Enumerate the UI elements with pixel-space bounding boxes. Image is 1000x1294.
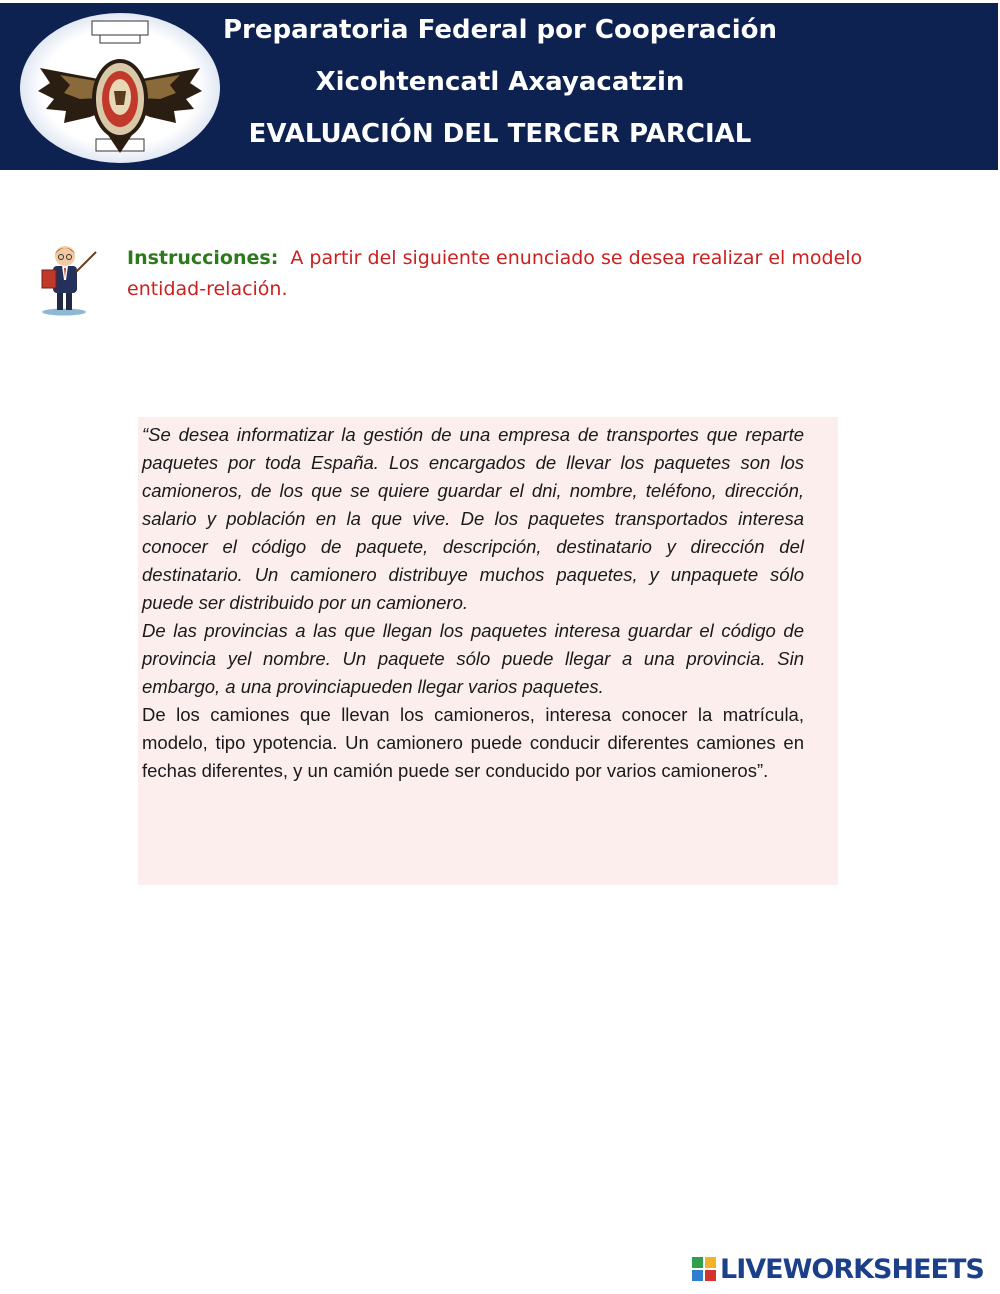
instructions-text: A partir del siguiente enunciado se desea realizar el modelo entidad-relación.: [127, 247, 863, 300]
passage-paragraph-3: De los camiones que llevan los camioneros, interesa conocer la matrícula, modelo, tipo ypotencia. Un camionero puede conducir diferentes camiones en fechas diferentes, y un camión puede ser conducido por varios camioneros”.: [142, 704, 804, 781]
passage-text: [142, 421, 804, 785]
page-header: [0, 3, 998, 170]
passage-paragraph-2: De las provincias a las que llegan los paquetes interesa guardar el código de provincia yel nombre. Un paquete sólo puede llegar a una provincia. Sin embargo, a una provinciapueden llegar varios paquetes.: [142, 620, 804, 697]
liveworksheets-logo-icon: [692, 1257, 716, 1281]
instructions-label: Instrucciones:: [127, 247, 279, 269]
teacher-icon: [38, 240, 100, 316]
case-passage: [138, 417, 838, 885]
school-name-line1: Preparatoria Federal por Cooperación: [222, 15, 778, 45]
instructions: [127, 243, 907, 305]
brand-text: LIVEWORKSHEETS: [720, 1253, 984, 1285]
school-name-line2: Xicohtencatl Axayacatzin: [315, 67, 685, 97]
exam-title: EVALUACIÓN DEL TERCER PARCIAL: [248, 119, 752, 149]
passage-paragraph-1: “Se desea informatizar la gestión de una empresa de transportes que reparte paquetes por toda España. Los encargados de llevar los paquetes son los camioneros, de los que se quiere guardar el dni, nombre, teléfono, dirección, salario y población en la que vive. De los paquetes transportados interesa conocer el código de paquete, descripción, destinatario y dirección del destinatario. Un camionero distribuye muchos paquetes, y unpaquete sólo puede ser distribuido por un camionero.: [142, 424, 804, 613]
liveworksheets-brand[interactable]: [692, 1252, 984, 1286]
